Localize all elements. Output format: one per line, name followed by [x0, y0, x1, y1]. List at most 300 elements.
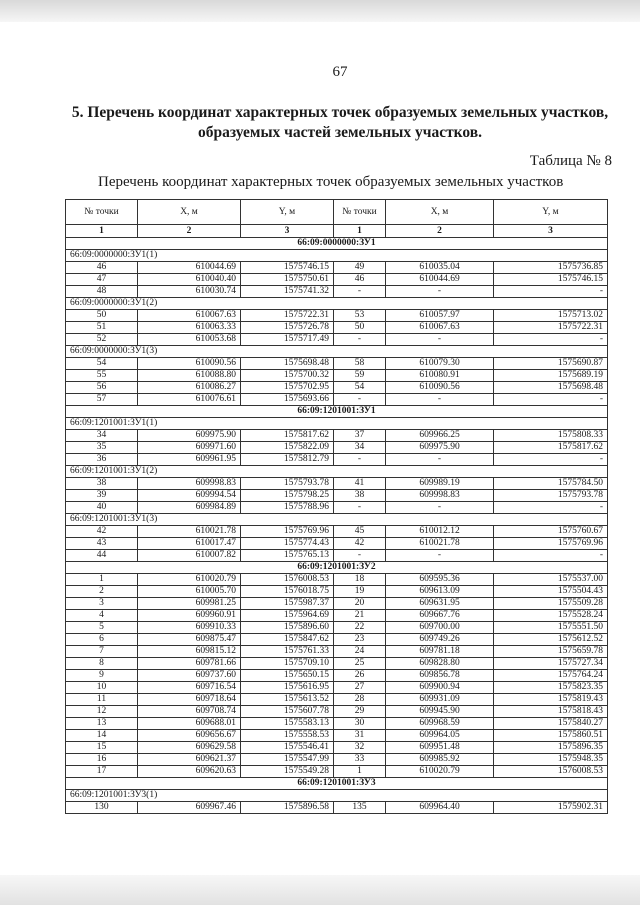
- table-row: [66, 598, 608, 610]
- y-coordinate-2-cell: -: [494, 394, 608, 406]
- point-number-cell: 12: [66, 706, 138, 718]
- x-coordinate-2-cell: 609945.90: [386, 706, 494, 718]
- y-coordinate-cell: 1575793.78: [241, 478, 334, 490]
- table-row: [66, 538, 608, 550]
- group-label: 66:09:1201001:ЗУ1(3): [66, 514, 608, 526]
- group-label: 66:09:0000000:ЗУ1(2): [66, 298, 608, 310]
- point-number-cell: 52: [66, 334, 138, 346]
- section-label: 66:09:1201001:ЗУ3: [66, 778, 608, 790]
- x-coordinate-cell: 609621.37: [138, 754, 241, 766]
- point-number-2-cell: 38: [334, 490, 386, 502]
- y-coordinate-2-cell: 1575896.35: [494, 742, 608, 754]
- y-coordinate-cell: 1575607.78: [241, 706, 334, 718]
- section-row: [66, 562, 608, 574]
- table-row: [66, 574, 608, 586]
- point-number-2-cell: -: [334, 502, 386, 514]
- table-row: [66, 730, 608, 742]
- table-row: [66, 334, 608, 346]
- x-coordinate-cell: 609994.54: [138, 490, 241, 502]
- section-row: [66, 778, 608, 790]
- x-coordinate-2-cell: 609975.90: [386, 442, 494, 454]
- x-coordinate-cell: 609961.95: [138, 454, 241, 466]
- y-coordinate-2-cell: 1575727.34: [494, 658, 608, 670]
- y-coordinate-2-cell: 1575819.43: [494, 694, 608, 706]
- x-coordinate-cell: 610007.82: [138, 550, 241, 562]
- y-coordinate-2-cell: 1575808.33: [494, 430, 608, 442]
- point-number-cell: 51: [66, 322, 138, 334]
- table-row: [66, 610, 608, 622]
- x-coordinate-cell: 610088.80: [138, 370, 241, 382]
- table-row: [66, 382, 608, 394]
- point-number-cell: 34: [66, 430, 138, 442]
- x-coordinate-cell: 609971.60: [138, 442, 241, 454]
- point-number-2-cell: 30: [334, 718, 386, 730]
- x-coordinate-cell: 610076.61: [138, 394, 241, 406]
- column-number: 3: [494, 225, 608, 238]
- y-coordinate-cell: 1575761.33: [241, 646, 334, 658]
- y-coordinate-cell: 1576008.53: [241, 574, 334, 586]
- point-number-2-cell: 135: [334, 802, 386, 814]
- x-coordinate-cell: 610005.70: [138, 586, 241, 598]
- table-row: [66, 454, 608, 466]
- point-number-cell: 9: [66, 670, 138, 682]
- y-coordinate-cell: 1575558.53: [241, 730, 334, 742]
- y-coordinate-cell: 1575847.62: [241, 634, 334, 646]
- table-row: [66, 622, 608, 634]
- table-row: [66, 286, 608, 298]
- x-coordinate-cell: 610021.78: [138, 526, 241, 538]
- column-number: 1: [66, 225, 138, 238]
- y-coordinate-cell: 1575822.09: [241, 442, 334, 454]
- point-number-2-cell: 18: [334, 574, 386, 586]
- x-coordinate-2-cell: 609964.05: [386, 730, 494, 742]
- table-row: [66, 442, 608, 454]
- point-number-2-cell: -: [334, 394, 386, 406]
- table-row: [66, 658, 608, 670]
- x-coordinate-cell: 609708.74: [138, 706, 241, 718]
- header-x-2: X, м: [386, 200, 494, 225]
- scan-top-shadow: [0, 0, 640, 22]
- point-number-cell: 16: [66, 754, 138, 766]
- x-coordinate-2-cell: 609828.80: [386, 658, 494, 670]
- x-coordinate-cell: 609875.47: [138, 634, 241, 646]
- point-number-2-cell: 1: [334, 766, 386, 778]
- header-point-number-2: № точки: [334, 200, 386, 225]
- point-number-cell: 7: [66, 646, 138, 658]
- header-x: X, м: [138, 200, 241, 225]
- y-coordinate-2-cell: 1575713.02: [494, 310, 608, 322]
- table-row: [66, 802, 608, 814]
- table-header-row: [66, 200, 608, 225]
- point-number-2-cell: 23: [334, 634, 386, 646]
- y-coordinate-cell: 1575650.15: [241, 670, 334, 682]
- y-coordinate-2-cell: 1575764.24: [494, 670, 608, 682]
- table-row: [66, 718, 608, 730]
- y-coordinate-2-cell: 1575860.51: [494, 730, 608, 742]
- group-label: 66:09:1201001:ЗУ1(2): [66, 466, 608, 478]
- x-coordinate-2-cell: 609985.92: [386, 754, 494, 766]
- y-coordinate-2-cell: -: [494, 334, 608, 346]
- point-number-2-cell: 25: [334, 658, 386, 670]
- y-coordinate-cell: 1575741.32: [241, 286, 334, 298]
- group-row: [66, 514, 608, 526]
- y-coordinate-2-cell: 1575736.85: [494, 262, 608, 274]
- point-number-2-cell: 29: [334, 706, 386, 718]
- point-number-cell: 17: [66, 766, 138, 778]
- y-coordinate-cell: 1575549.28: [241, 766, 334, 778]
- y-coordinate-2-cell: 1575537.00: [494, 574, 608, 586]
- point-number-2-cell: 49: [334, 262, 386, 274]
- point-number-cell: 6: [66, 634, 138, 646]
- y-coordinate-cell: 1575987.37: [241, 598, 334, 610]
- x-coordinate-cell: 610090.56: [138, 358, 241, 370]
- x-coordinate-cell: 610017.47: [138, 538, 241, 550]
- y-coordinate-2-cell: 1575902.31: [494, 802, 608, 814]
- point-number-2-cell: 45: [334, 526, 386, 538]
- group-label: 66:09:0000000:ЗУ1(3): [66, 346, 608, 358]
- point-number-cell: 13: [66, 718, 138, 730]
- y-coordinate-2-cell: 1575948.35: [494, 754, 608, 766]
- y-coordinate-2-cell: 1575817.62: [494, 442, 608, 454]
- y-coordinate-2-cell: 1575612.52: [494, 634, 608, 646]
- y-coordinate-cell: 1575700.32: [241, 370, 334, 382]
- point-number-cell: 42: [66, 526, 138, 538]
- point-number-cell: 47: [66, 274, 138, 286]
- y-coordinate-2-cell: 1575689.19: [494, 370, 608, 382]
- x-coordinate-2-cell: 609749.26: [386, 634, 494, 646]
- x-coordinate-2-cell: 609998.83: [386, 490, 494, 502]
- x-coordinate-2-cell: -: [386, 502, 494, 514]
- point-number-2-cell: 34: [334, 442, 386, 454]
- table-row: [66, 274, 608, 286]
- group-label: 66:09:0000000:ЗУ1(1): [66, 250, 608, 262]
- column-number-row: [66, 225, 608, 238]
- table-row: [66, 490, 608, 502]
- x-coordinate-cell: 610063.33: [138, 322, 241, 334]
- x-coordinate-cell: 609629.58: [138, 742, 241, 754]
- table-row: [66, 478, 608, 490]
- scan-bottom-shadow: [0, 875, 640, 905]
- table-row: [66, 394, 608, 406]
- column-number: 2: [386, 225, 494, 238]
- table-row: [66, 766, 608, 778]
- point-number-cell: 44: [66, 550, 138, 562]
- y-coordinate-cell: 1575774.43: [241, 538, 334, 550]
- point-number-2-cell: 24: [334, 646, 386, 658]
- point-number-cell: 1: [66, 574, 138, 586]
- y-coordinate-2-cell: -: [494, 286, 608, 298]
- group-row: [66, 298, 608, 310]
- column-number: 2: [138, 225, 241, 238]
- x-coordinate-cell: 609960.91: [138, 610, 241, 622]
- y-coordinate-cell: 1575964.69: [241, 610, 334, 622]
- column-number: 1: [334, 225, 386, 238]
- x-coordinate-2-cell: 610035.04: [386, 262, 494, 274]
- x-coordinate-2-cell: 610090.56: [386, 382, 494, 394]
- y-coordinate-cell: 1575726.78: [241, 322, 334, 334]
- point-number-2-cell: 27: [334, 682, 386, 694]
- section-heading-line2: образуемых частей земельных участков.: [197, 124, 483, 141]
- x-coordinate-cell: 609967.46: [138, 802, 241, 814]
- y-coordinate-cell: 1576018.75: [241, 586, 334, 598]
- table-row: [66, 670, 608, 682]
- group-label: 66:09:1201001:ЗУ3(1): [66, 790, 608, 802]
- y-coordinate-2-cell: 1575722.31: [494, 322, 608, 334]
- x-coordinate-cell: 609815.12: [138, 646, 241, 658]
- x-coordinate-2-cell: 610080.91: [386, 370, 494, 382]
- point-number-cell: 8: [66, 658, 138, 670]
- y-coordinate-cell: 1575765.13: [241, 550, 334, 562]
- point-number-cell: 5: [66, 622, 138, 634]
- y-coordinate-2-cell: 1575551.50: [494, 622, 608, 634]
- x-coordinate-cell: 609998.83: [138, 478, 241, 490]
- group-row: [66, 250, 608, 262]
- y-coordinate-2-cell: -: [494, 454, 608, 466]
- x-coordinate-cell: 609975.90: [138, 430, 241, 442]
- group-row: [66, 466, 608, 478]
- table-row: [66, 586, 608, 598]
- table-row: [66, 646, 608, 658]
- table-row: [66, 754, 608, 766]
- section-label: 66:09:0000000:ЗУ1: [66, 238, 608, 250]
- x-coordinate-2-cell: -: [386, 394, 494, 406]
- y-coordinate-cell: 1575788.96: [241, 502, 334, 514]
- point-number-2-cell: -: [334, 550, 386, 562]
- y-coordinate-cell: 1575817.62: [241, 430, 334, 442]
- table-row: [66, 310, 608, 322]
- y-coordinate-2-cell: 1575840.27: [494, 718, 608, 730]
- x-coordinate-cell: 609981.25: [138, 598, 241, 610]
- x-coordinate-2-cell: 609931.09: [386, 694, 494, 706]
- y-coordinate-cell: 1575812.79: [241, 454, 334, 466]
- point-number-2-cell: 37: [334, 430, 386, 442]
- y-coordinate-2-cell: 1575504.43: [494, 586, 608, 598]
- y-coordinate-2-cell: 1575769.96: [494, 538, 608, 550]
- table-label: Таблица № 8: [529, 153, 612, 169]
- section-label: 66:09:1201001:ЗУ2: [66, 562, 608, 574]
- x-coordinate-2-cell: -: [386, 334, 494, 346]
- point-number-2-cell: 32: [334, 742, 386, 754]
- x-coordinate-2-cell: 609613.09: [386, 586, 494, 598]
- y-coordinate-2-cell: 1575698.48: [494, 382, 608, 394]
- x-coordinate-cell: 609910.33: [138, 622, 241, 634]
- point-number-2-cell: 19: [334, 586, 386, 598]
- x-coordinate-2-cell: -: [386, 286, 494, 298]
- x-coordinate-cell: 609716.54: [138, 682, 241, 694]
- y-coordinate-cell: 1575702.95: [241, 382, 334, 394]
- x-coordinate-2-cell: -: [386, 550, 494, 562]
- y-coordinate-2-cell: 1575818.43: [494, 706, 608, 718]
- point-number-cell: 55: [66, 370, 138, 382]
- point-number-cell: 4: [66, 610, 138, 622]
- y-coordinate-2-cell: 1576008.53: [494, 766, 608, 778]
- point-number-2-cell: 21: [334, 610, 386, 622]
- x-coordinate-2-cell: 609667.76: [386, 610, 494, 622]
- x-coordinate-2-cell: 610057.97: [386, 310, 494, 322]
- x-coordinate-2-cell: 609856.78: [386, 670, 494, 682]
- table-row: [66, 526, 608, 538]
- x-coordinate-cell: 609620.63: [138, 766, 241, 778]
- point-number-2-cell: 31: [334, 730, 386, 742]
- point-number-2-cell: 53: [334, 310, 386, 322]
- table-row: [66, 634, 608, 646]
- point-number-cell: 15: [66, 742, 138, 754]
- point-number-2-cell: -: [334, 286, 386, 298]
- x-coordinate-cell: 609984.89: [138, 502, 241, 514]
- y-coordinate-cell: 1575616.95: [241, 682, 334, 694]
- x-coordinate-cell: 610020.79: [138, 574, 241, 586]
- point-number-cell: 43: [66, 538, 138, 550]
- section-label: 66:09:1201001:ЗУ1: [66, 406, 608, 418]
- x-coordinate-cell: 610040.40: [138, 274, 241, 286]
- y-coordinate-2-cell: 1575760.67: [494, 526, 608, 538]
- x-coordinate-2-cell: 610067.63: [386, 322, 494, 334]
- y-coordinate-2-cell: 1575746.15: [494, 274, 608, 286]
- y-coordinate-2-cell: 1575793.78: [494, 490, 608, 502]
- x-coordinate-cell: 610086.27: [138, 382, 241, 394]
- x-coordinate-2-cell: 609964.40: [386, 802, 494, 814]
- point-number-2-cell: 46: [334, 274, 386, 286]
- y-coordinate-cell: 1575750.61: [241, 274, 334, 286]
- point-number-cell: 57: [66, 394, 138, 406]
- x-coordinate-2-cell: 609781.18: [386, 646, 494, 658]
- point-number-cell: 35: [66, 442, 138, 454]
- point-number-2-cell: 50: [334, 322, 386, 334]
- point-number-cell: 11: [66, 694, 138, 706]
- section-row: [66, 406, 608, 418]
- table-row: [66, 430, 608, 442]
- point-number-2-cell: 33: [334, 754, 386, 766]
- point-number-cell: 48: [66, 286, 138, 298]
- point-number-2-cell: 41: [334, 478, 386, 490]
- point-number-cell: 36: [66, 454, 138, 466]
- point-number-2-cell: 28: [334, 694, 386, 706]
- y-coordinate-cell: 1575746.15: [241, 262, 334, 274]
- y-coordinate-cell: 1575722.31: [241, 310, 334, 322]
- y-coordinate-2-cell: -: [494, 550, 608, 562]
- table-row: [66, 682, 608, 694]
- x-coordinate-2-cell: 609966.25: [386, 430, 494, 442]
- point-number-2-cell: -: [334, 334, 386, 346]
- x-coordinate-2-cell: 609631.95: [386, 598, 494, 610]
- y-coordinate-cell: 1575693.66: [241, 394, 334, 406]
- y-coordinate-cell: 1575717.49: [241, 334, 334, 346]
- x-coordinate-cell: 609718.64: [138, 694, 241, 706]
- y-coordinate-cell: 1575546.41: [241, 742, 334, 754]
- x-coordinate-2-cell: 610044.69: [386, 274, 494, 286]
- point-number-cell: 40: [66, 502, 138, 514]
- y-coordinate-cell: 1575769.96: [241, 526, 334, 538]
- header-point-number: № точки: [66, 200, 138, 225]
- section-heading-line1: 5. Перечень координат характерных точек образуемых земельных участков,: [71, 104, 609, 121]
- header-y: Y, м: [241, 200, 334, 225]
- x-coordinate-cell: 609656.67: [138, 730, 241, 742]
- point-number-cell: 14: [66, 730, 138, 742]
- column-number: 3: [241, 225, 334, 238]
- x-coordinate-cell: 609737.60: [138, 670, 241, 682]
- group-row: [66, 418, 608, 430]
- x-coordinate-2-cell: 609595.36: [386, 574, 494, 586]
- table-row: [66, 550, 608, 562]
- x-coordinate-2-cell: 609900.94: [386, 682, 494, 694]
- y-coordinate-cell: 1575709.10: [241, 658, 334, 670]
- table-row: [66, 742, 608, 754]
- coordinates-table-body: [66, 200, 608, 814]
- x-coordinate-cell: 610044.69: [138, 262, 241, 274]
- table-row: [66, 262, 608, 274]
- point-number-2-cell: 26: [334, 670, 386, 682]
- table-row: [66, 322, 608, 334]
- x-coordinate-cell: 609688.01: [138, 718, 241, 730]
- y-coordinate-2-cell: 1575528.24: [494, 610, 608, 622]
- page-number: 67: [332, 64, 348, 80]
- point-number-2-cell: 42: [334, 538, 386, 550]
- x-coordinate-2-cell: 610012.12: [386, 526, 494, 538]
- y-coordinate-2-cell: 1575823.35: [494, 682, 608, 694]
- point-number-cell: 2: [66, 586, 138, 598]
- point-number-2-cell: 20: [334, 598, 386, 610]
- x-coordinate-2-cell: 609951.48: [386, 742, 494, 754]
- y-coordinate-cell: 1575698.48: [241, 358, 334, 370]
- point-number-cell: 3: [66, 598, 138, 610]
- section-row: [66, 238, 608, 250]
- x-coordinate-2-cell: 609989.19: [386, 478, 494, 490]
- x-coordinate-2-cell: 609968.59: [386, 718, 494, 730]
- y-coordinate-cell: 1575896.60: [241, 622, 334, 634]
- x-coordinate-2-cell: -: [386, 454, 494, 466]
- point-number-cell: 38: [66, 478, 138, 490]
- x-coordinate-2-cell: 610021.78: [386, 538, 494, 550]
- y-coordinate-cell: 1575613.52: [241, 694, 334, 706]
- point-number-cell: 54: [66, 358, 138, 370]
- x-coordinate-2-cell: 609700.00: [386, 622, 494, 634]
- x-coordinate-2-cell: 610020.79: [386, 766, 494, 778]
- point-number-2-cell: -: [334, 454, 386, 466]
- point-number-2-cell: 22: [334, 622, 386, 634]
- x-coordinate-2-cell: 610079.30: [386, 358, 494, 370]
- section-heading: [70, 103, 610, 143]
- group-label: 66:09:1201001:ЗУ1(1): [66, 418, 608, 430]
- table-row: [66, 370, 608, 382]
- x-coordinate-cell: 609781.66: [138, 658, 241, 670]
- coordinates-table: [65, 199, 608, 814]
- y-coordinate-cell: 1575547.99: [241, 754, 334, 766]
- table-row: [66, 694, 608, 706]
- point-number-cell: 46: [66, 262, 138, 274]
- x-coordinate-cell: 610067.63: [138, 310, 241, 322]
- y-coordinate-2-cell: 1575690.87: [494, 358, 608, 370]
- point-number-cell: 50: [66, 310, 138, 322]
- table-row: [66, 502, 608, 514]
- group-row: [66, 790, 608, 802]
- point-number-2-cell: 59: [334, 370, 386, 382]
- point-number-cell: 130: [66, 802, 138, 814]
- group-row: [66, 346, 608, 358]
- header-y-2: Y, м: [494, 200, 608, 225]
- table-caption: Перечень координат характерных точек образуемых земельных участков: [98, 174, 564, 190]
- y-coordinate-2-cell: -: [494, 502, 608, 514]
- x-coordinate-cell: 610030.74: [138, 286, 241, 298]
- y-coordinate-2-cell: 1575659.78: [494, 646, 608, 658]
- table-row: [66, 706, 608, 718]
- x-coordinate-cell: 610053.68: [138, 334, 241, 346]
- y-coordinate-2-cell: 1575509.28: [494, 598, 608, 610]
- point-number-2-cell: 54: [334, 382, 386, 394]
- table-row: [66, 358, 608, 370]
- point-number-cell: 10: [66, 682, 138, 694]
- point-number-2-cell: 58: [334, 358, 386, 370]
- y-coordinate-cell: 1575798.25: [241, 490, 334, 502]
